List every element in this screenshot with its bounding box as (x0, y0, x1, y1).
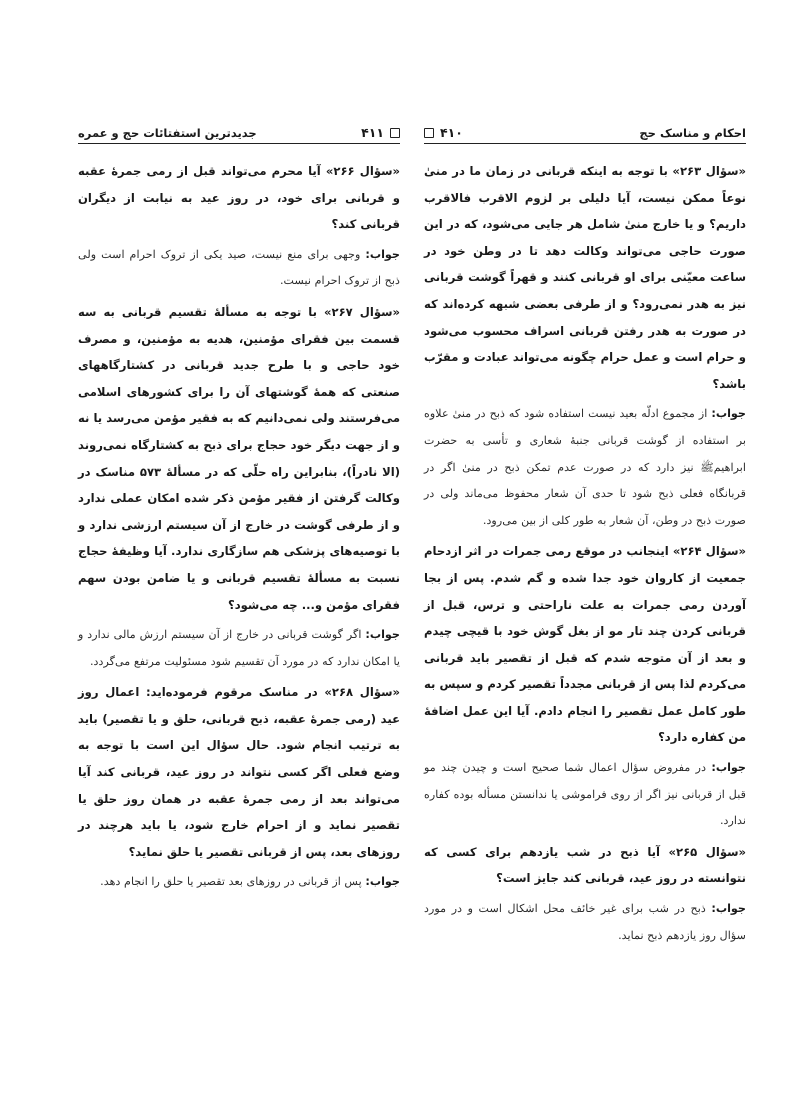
question-266: «سؤال ۲۶۶» آیا محرم می‌تواند قبل از رمی جمرهٔ عقبه و قربانی برای خود، در روز عید به نیابت از دیگران قربانی کند؟ (78, 164, 400, 232)
page-number: ۴۱۰ (440, 125, 463, 140)
left-page-body (78, 158, 400, 896)
right-page (424, 118, 746, 988)
left-page (78, 118, 400, 988)
right-page-header (424, 118, 746, 144)
answer-text: از مجموع ادلّه بعید نیست استفاده شود که ذبح در منیٰ علاوه بر استفاده از گوشت قربانی جنبهٔ شعاری و تأسی به حضرت ابراهیم‌ﷺ نیز دارد که در صورت عدم تمکن ذبح در منیٰ اگر در قربانگاه فعلی ذبح شود تا حدی آن شعار محفوظ می‌ماند ولی در صورت ذبح در وطن، آن شعار به طور کلی از بین می‌رود. (424, 407, 746, 527)
square-ornament-icon (424, 128, 434, 138)
answer-text: پس از قربانی در روزهای بعد تقصیر یا حلق را انجام دهد. (100, 875, 366, 889)
answer-text: اگر گوشت قربانی در خارج از آن سیستم ارزش مالی ندارد و یا امکان ندارد که در مورد آن تقسیم شود مسئولیت مرتفع می‌گردد. (78, 628, 400, 668)
answer-265 (424, 896, 746, 949)
answer-267 (78, 622, 400, 675)
question-268: «سؤال ۲۶۸» در مناسک مرقوم فرموده‌اید: اعمال روز عید (رمی جمرهٔ عقبه، ذبح قربانی، حلق و یا تقصیر) باید به ترتیب انجام شود. حال سؤال این است با توجه به وضع فعلی اگر کسی نتواند در روز عید، قربانی کند آیا می‌تواند بعد از رمی جمرهٔ عقبه در همان روز حلق یا تقصیر نماید و از احرام خارج شود، یا باید هرچند در روزهای بعد، پس از قربانی تقصیر یا حلق نماید؟ (78, 685, 400, 859)
answer-266 (78, 242, 400, 295)
right-page-body (424, 158, 746, 949)
page-number: ۴۱۱ (361, 125, 384, 140)
question-263: «سؤال ۲۶۳» با توجه به اینکه قربانی در زمان ما در منیٰ نوعاً ممکن نیست، آیا دلیلی بر لزوم الاقرب فالاقرب داریم؟ و یا خارج منیٰ شامل هر جایی می‌شود، که در این صورت حاجی می‌تواند وکالت دهد تا در وطن خود در ساعت معیّنی برای او قربانی کنند و قهراً گوشت قربانی نیز به هدر نمی‌رود؟ و از طرفی بعضی شبهه کرده‌اند که در صورت به هدر رفتن قربانی اسراف محسوب می‌شود و حرام است و عمل حرام چگونه می‌تواند عبادت و مقرّب باشد؟ (424, 164, 747, 391)
question-265: «سؤال ۲۶۵» آیا ذبح در شب یازدهم برای کسی که نتوانسته در روز عید، قربانی کند جایز است؟ (424, 844, 746, 886)
answer-text: ذبح در شب برای غیر خائف محل اشکال است و در مورد سؤال روز یازدهم ذبح نماید. (424, 902, 746, 942)
question-264: «سؤال ۲۶۴» اینجانب در موقع رمی جمرات در اثر ازدحام جمعیت از کاروان خود جدا شده و گم شدم. پس از بجا آوردن رمی جمرات به علت ناراحتی و ترس، قبل از قربانی کردن چند تار مو از بغل گوش خود با قیچی چیدم و بعد از آن متوجه شدم که قبل از تقصیر باید قربانی می‌کردم لذا پس از قربانی مجدداً تقصیر کردم و سپس به طور کامل عمل تقصیر را انجام دادم. آیا این عمل اضافهٔ من کفاره دارد؟ (424, 544, 746, 745)
running-title: جدیدترین استفتائات حج و عمره (78, 126, 257, 140)
running-title: احکام و مناسک حج (639, 126, 746, 140)
answer-label: جواب: (365, 875, 400, 889)
page-number-block (424, 125, 463, 140)
left-page-header (78, 118, 400, 144)
answer-268 (78, 869, 400, 896)
answer-text: در مفروض سؤال اعمال شما صحیح است و چیدن چند مو قبل از قربانی نیز اگر از روی فراموشی یا ندانستن مسأله بوده کفاره ندارد. (424, 761, 746, 828)
answer-label: جواب: (711, 761, 746, 775)
answer-label: جواب: (711, 407, 746, 421)
answer-label: جواب: (365, 247, 400, 261)
answer-label: جواب: (711, 902, 746, 916)
square-ornament-icon (390, 128, 400, 138)
answer-264 (424, 755, 746, 835)
page-number-block (361, 125, 400, 140)
answer-263 (424, 401, 746, 534)
answer-text: وجهی برای منع نیست، صید یکی از تروک احرام است ولی ذبح از تروک احرام نیست. (78, 247, 400, 288)
question-267: «سؤال ۲۶۷» با توجه به مسألهٔ تقسیم قربانی به سه قسمت بین فقرای مؤمنین، هدیه به مؤمنین، و مصرف خود حاجی و با طرح جدید قربانی در کشتارگاههای صنعتی که همهٔ گوشتهای آن را برای کشورهای اسلامی می‌فرستند ولی نمی‌دانیم که به فقیر مؤمن می‌رسد یا نه و از جهت دیگر خود حجاج برای ذبح به کشتارگاه نمی‌روند (الا نادراً)، بنابراین راه حلّی که در مسألهٔ ۵۷۳ مناسک در وکالت گرفتن از فقیر مؤمن ذکر شده امکان عملی ندارد و از طرفی گوشت در خارج از آن سیستم ارزشی ندارد و با توصیه‌های پزشکی هم سازگاری ندارد. آیا وظیفهٔ حجاج نسبت به مسألهٔ تقسیم قربانی و یا ضامن بودن سهم فقرای مؤمن و... چه می‌شود؟ (78, 304, 401, 612)
answer-label: جواب: (365, 628, 400, 642)
